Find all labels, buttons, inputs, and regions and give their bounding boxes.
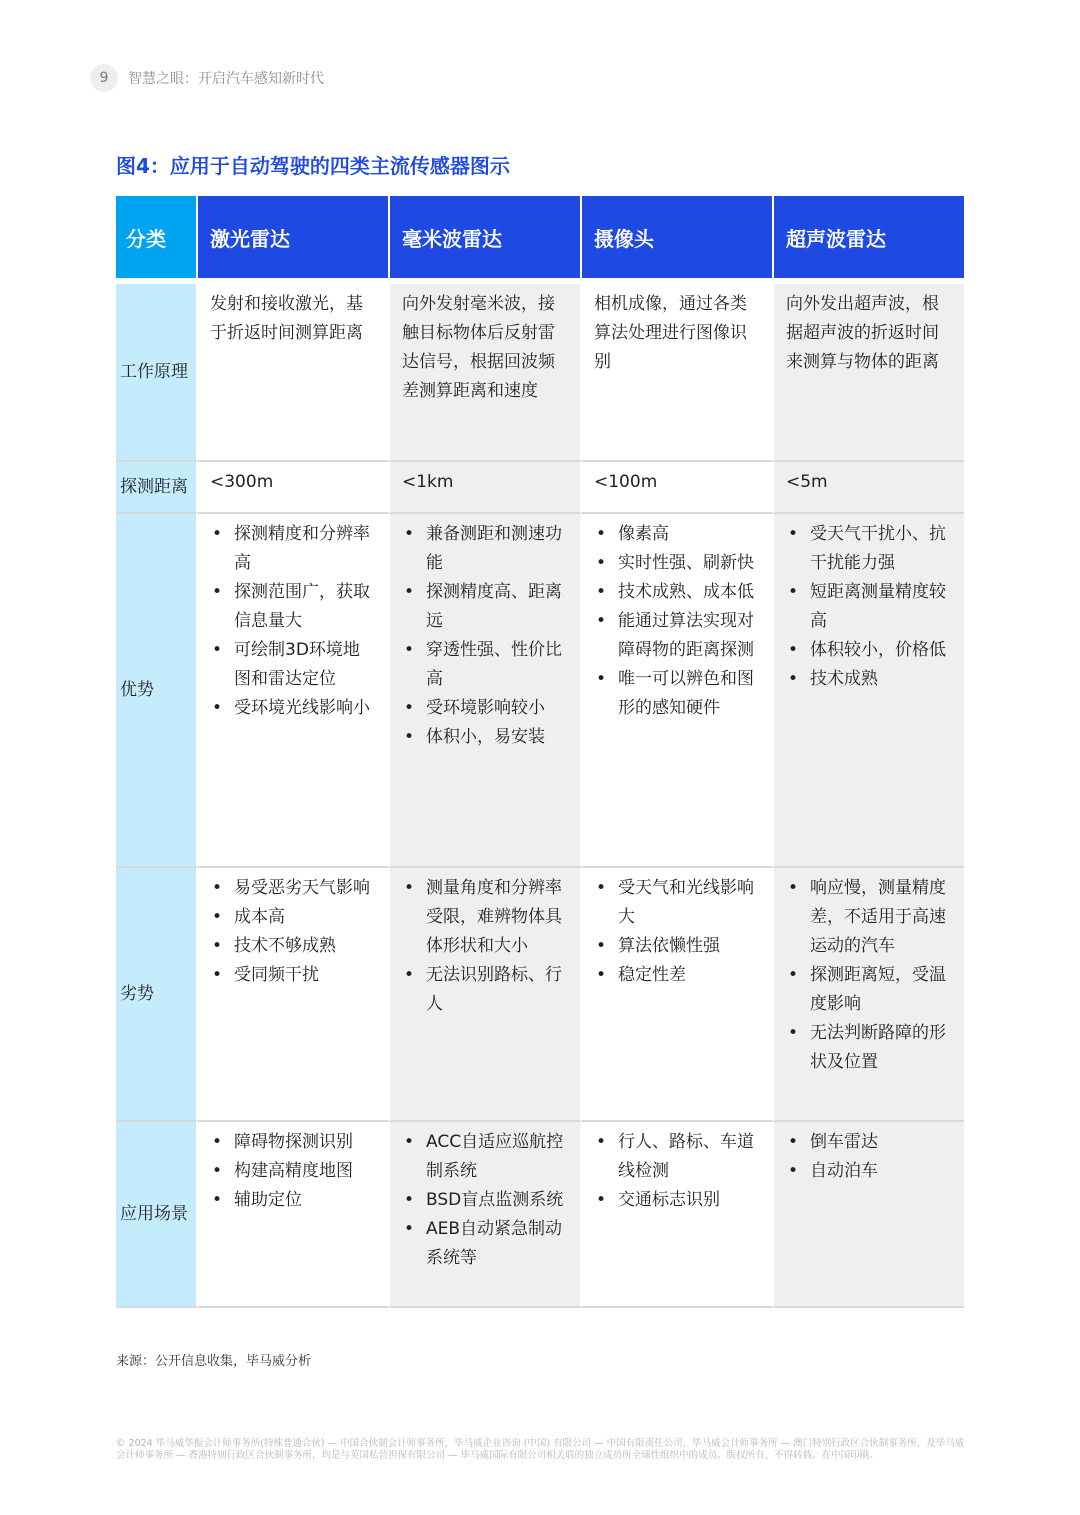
list-item: • 无法识别路标、行人 [402,961,568,1019]
list-item: • 探测精度高、距离远 [402,578,568,636]
row-range [116,462,964,514]
list-item: • 响应慢，测量精度差，不适用于高速运动的汽车 [786,874,952,961]
list-item: • 兼备测距和测速功能 [402,520,568,578]
list-item: • 可绘制3D环境地图和雷达定位 [210,636,376,694]
cell-range-ultrasonic: <5m [774,462,964,514]
list-item: • 自动泊车 [786,1157,952,1186]
cell-range-lidar: <300m [198,462,390,514]
column-header-lidar: 激光雷达 [198,196,390,278]
row-label-range: 探测距离 [116,462,198,514]
bullet-list [786,874,952,1077]
list-item: • 受同频干扰 [210,961,376,990]
list-item: • ACC自适应巡航控制系统 [402,1128,568,1186]
cell-scenarios-lidar [198,1122,390,1308]
list-item: • 穿透性强、性价比高 [402,636,568,694]
list-item: • 成本高 [210,903,376,932]
list-item: • 受天气和光线影响大 [594,874,760,932]
row-principle [116,278,964,462]
list-item: • 障碍物探测识别 [210,1128,376,1157]
list-item: • AEB自动紧急制动系统等 [402,1215,568,1273]
list-item: • 技术成熟、成本低 [594,578,760,607]
list-item: • 探测范围广，获取信息量大 [210,578,376,636]
list-item: • 能通过算法实现对障碍物的距离探测 [594,607,760,665]
list-item: • 像素高 [594,520,760,549]
list-item: • 受环境影响较小 [402,694,568,723]
list-item: • 交通标志识别 [594,1186,760,1215]
cell-range-mmwave: <1km [390,462,582,514]
cell-scenarios-ultrasonic [774,1122,964,1308]
copyright-footer: © 2024 毕马威华振会计师事务所(特殊普通合伙) — 中国合伙制会计师事务所，毕马威企业咨询 (中国) 有限公司 — 中国有限责任公司，毕马威会计师事务所 — 澳门特别行政区合伙制事务所，及毕马威会计师事务所 — 香港特别行政区合伙制事务所，均是与英国私营担保有限公司 — 毕马威国际有限公司相关联的独立成员所全球性组织中的成员。版权所有，不得转载。在中国印刷。 [116,1438,965,1461]
list-item: • BSD盲点监测系统 [402,1186,568,1215]
list-item: • 受天气干扰小、抗干扰能力强 [786,520,952,578]
row-disadvantages [116,868,964,1122]
list-item: • 唯一可以辨色和图形的感知硬件 [594,665,760,723]
list-item: • 技术成熟 [786,665,952,694]
list-item: • 倒车雷达 [786,1128,952,1157]
list-item: • 无法判断路障的形状及位置 [786,1019,952,1077]
cell-scenarios-mmwave [390,1122,582,1308]
list-item: • 稳定性差 [594,961,760,990]
cell-principle-mmwave: 向外发射毫米波，接触目标物体后反射雷达信号，根据回波频差测算距离和速度 [390,278,582,462]
bullet-list [402,1128,568,1273]
page-header [90,64,324,92]
page-number: 9 [90,64,118,92]
list-item: • 易受恶劣天气影响 [210,874,376,903]
cell-disadvantages-lidar [198,868,390,1122]
list-item: • 辅助定位 [210,1186,376,1215]
sensor-comparison-table [116,196,964,1308]
header-title: 智慧之眼：开启汽车感知新时代 [128,71,324,87]
cell-disadvantages-camera [582,868,774,1122]
list-item: • 体积小，易安装 [402,723,568,752]
bullet-list [210,874,376,990]
cell-scenarios-camera [582,1122,774,1308]
list-item: • 探测精度和分辨率高 [210,520,376,578]
bullet-list [210,520,376,723]
column-header-camera: 摄像头 [582,196,774,278]
bullet-list [210,1128,376,1215]
cell-advantages-camera [582,514,774,868]
bullet-list [402,520,568,752]
cell-disadvantages-ultrasonic [774,868,964,1122]
list-item: • 测量角度和分辨率受限，难辨物体具体形状和大小 [402,874,568,961]
bullet-list [402,874,568,1019]
category-header: 分类 [116,196,198,278]
cell-principle-ultrasonic: 向外发出超声波，根据超声波的折返时间来测算与物体的距离 [774,278,964,462]
cell-principle-lidar: 发射和接收激光，基于折返时间测算距离 [198,278,390,462]
list-item: • 体积较小，价格低 [786,636,952,665]
bullet-list [594,874,760,990]
list-item: • 技术不够成熟 [210,932,376,961]
list-item: • 行人、路标、车道线检测 [594,1128,760,1186]
list-item: • 探测距离短，受温度影响 [786,961,952,1019]
list-item: • 实时性强、刷新快 [594,549,760,578]
bullet-list [594,520,760,723]
figure-title: 图4：应用于自动驾驶的四类主流传感器图示 [116,154,510,178]
bullet-list [594,1128,760,1215]
column-header-mmwave-radar: 毫米波雷达 [390,196,582,278]
cell-range-camera: <100m [582,462,774,514]
bullet-list [786,520,952,694]
cell-principle-camera: 相机成像，通过各类算法处理进行图像识别 [582,278,774,462]
list-item: • 短距离测量精度较高 [786,578,952,636]
row-scenarios [116,1122,964,1308]
cell-disadvantages-mmwave [390,868,582,1122]
row-label-principle: 工作原理 [116,278,198,462]
row-label-scenarios: 应用场景 [116,1122,198,1308]
cell-advantages-lidar [198,514,390,868]
table-header-row [116,196,964,278]
row-advantages [116,514,964,868]
source-note: 来源：公开信息收集，毕马威分析 [116,1354,312,1369]
list-item: • 构建高精度地图 [210,1157,376,1186]
list-item: • 算法依懒性强 [594,932,760,961]
column-header-ultrasonic-radar: 超声波雷达 [774,196,964,278]
cell-advantages-mmwave [390,514,582,868]
list-item: • 受环境光线影响小 [210,694,376,723]
row-label-advantages: 优势 [116,514,198,868]
row-label-disadvantages: 劣势 [116,868,198,1122]
cell-advantages-ultrasonic [774,514,964,868]
bullet-list [786,1128,952,1186]
